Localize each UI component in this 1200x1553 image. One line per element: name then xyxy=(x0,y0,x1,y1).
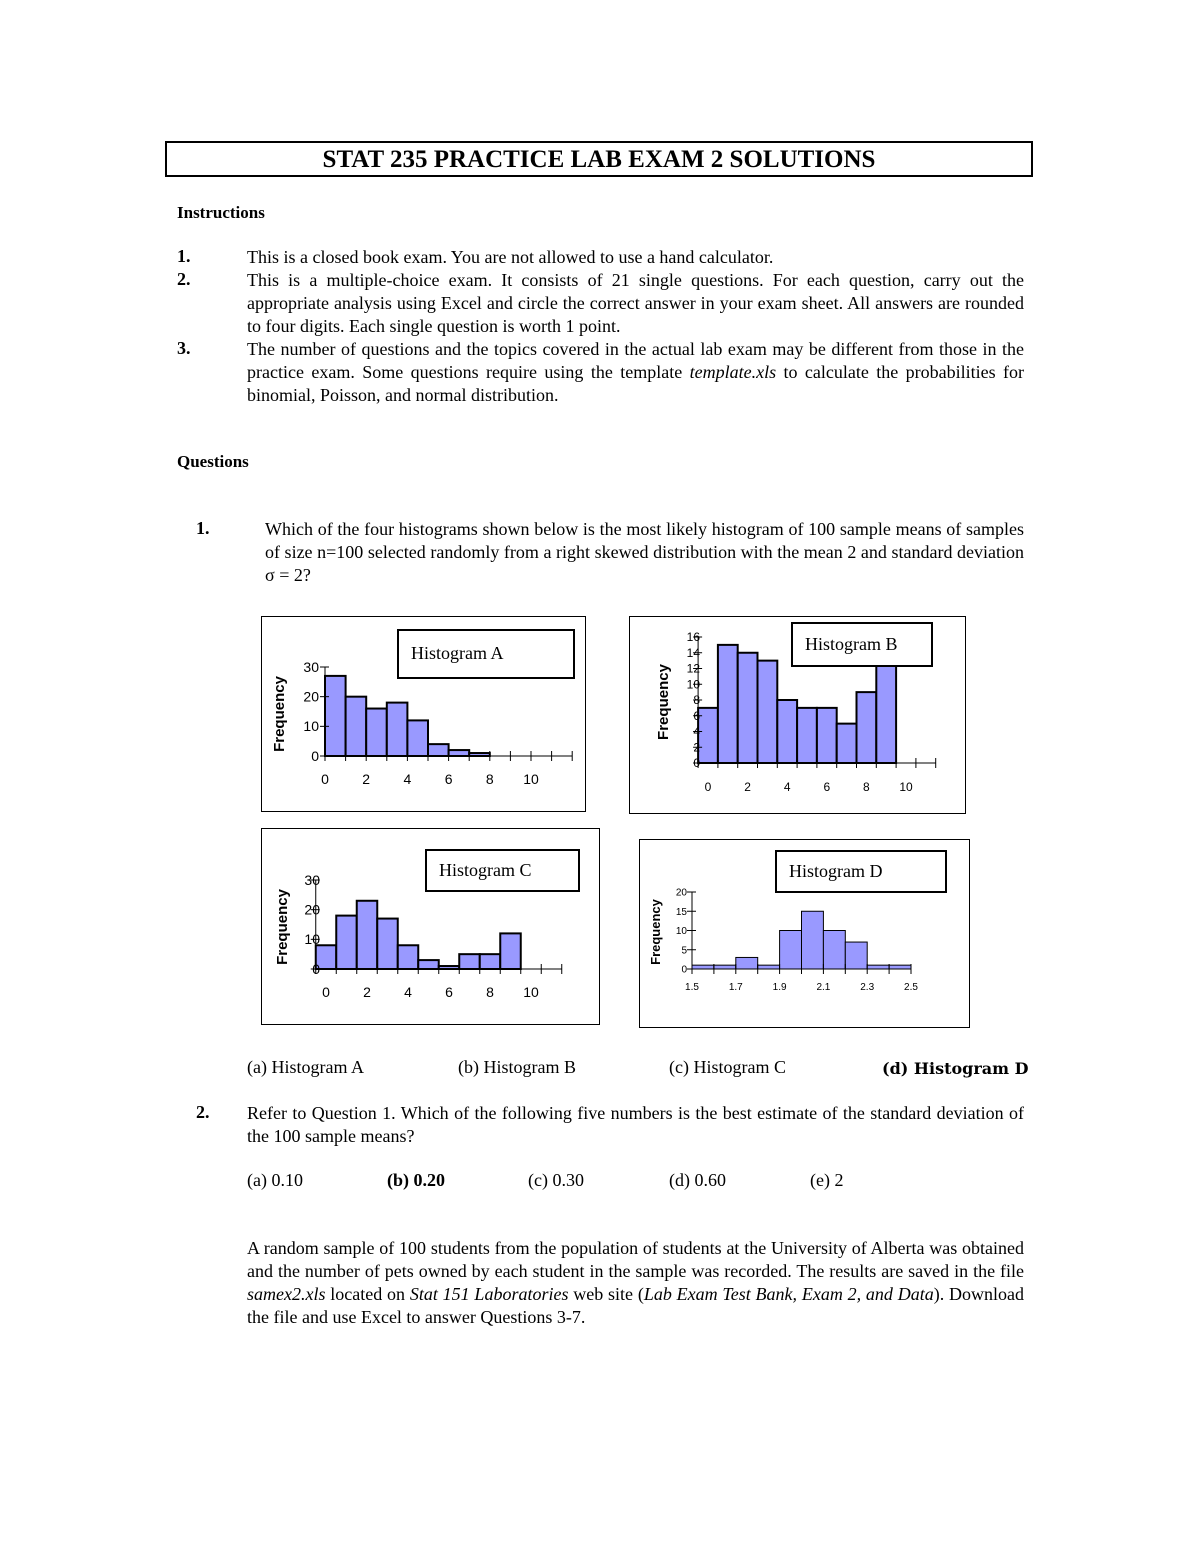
histogram-bar xyxy=(758,661,778,763)
y-tick-label: 20 xyxy=(303,688,319,705)
histogram-bar xyxy=(736,957,758,969)
y-tick-label: 0 xyxy=(311,747,319,764)
histogram-bar xyxy=(377,919,398,969)
website-path: Lab Exam Test Bank, Exam 2, and Data xyxy=(643,1284,934,1304)
y-tick-label: 0 xyxy=(693,756,700,771)
histogram-d-label: Histogram D xyxy=(775,850,947,893)
y-tick-label: 8 xyxy=(693,693,700,708)
q1-option-c[interactable]: (c) Histogram C xyxy=(669,1057,786,1077)
page-title: STAT 235 PRACTICE LAB EXAM 2 SOLUTIONS xyxy=(165,141,1033,177)
histogram-bar xyxy=(738,653,758,763)
histogram-a-label: Histogram A xyxy=(397,629,575,679)
q1-option-a[interactable]: (a) Histogram A xyxy=(247,1057,364,1077)
x-tick-label: 0 xyxy=(321,771,329,787)
y-tick-label: 14 xyxy=(686,645,700,660)
y-tick-label: 20 xyxy=(675,887,687,899)
histogram-bar xyxy=(823,931,845,970)
histogram-bar xyxy=(398,945,419,969)
histogram-bar xyxy=(500,933,521,969)
x-tick-label: 2 xyxy=(744,780,751,794)
histogram-bar xyxy=(758,965,780,969)
histogram-bar xyxy=(459,954,480,969)
histogram-bar xyxy=(407,720,428,756)
x-tick-label: 8 xyxy=(486,984,494,1000)
x-tick-label: 2.1 xyxy=(816,982,831,993)
x-tick-label: 6 xyxy=(445,984,453,1000)
x-tick-label: 10 xyxy=(523,771,539,787)
y-axis-label: Frequency xyxy=(648,899,663,965)
instruction-number: 2. xyxy=(177,269,191,289)
x-tick-label: 1.5 xyxy=(685,982,699,993)
x-tick-label: 2.5 xyxy=(904,982,918,993)
data-passage: A random sample of 100 students from the population of students at the University of Alberta was obtained and the number of pets owned by each student in the sample was recorded. The results are saved in the file samex2.xls located on Stat 151 Laboratories web site (Lab Exam Test Bank, Exam 2, and Data). Download the file and use Excel to answer Questions 3-7. xyxy=(247,1238,1024,1327)
y-tick-label: 10 xyxy=(686,677,700,692)
template-filename: template.xls xyxy=(689,362,777,382)
question-number: 2. xyxy=(196,1102,210,1122)
histogram-bar xyxy=(449,750,470,756)
y-tick-label: 10 xyxy=(304,931,320,948)
x-tick-label: 10 xyxy=(523,984,539,1000)
histogram-bar xyxy=(817,708,837,763)
instruction-text: This is a multiple-choice exam. It consists of 21 single questions. For each question, carry out the appropriate analysis using Excel and circle the correct answer in your exam sheet. All answers are rounded to four digits. Each single question is worth 1 point. xyxy=(247,270,1024,336)
histogram-bar xyxy=(325,676,346,756)
histogram-bar xyxy=(780,931,802,970)
y-axis-label: Frequency xyxy=(655,664,672,740)
x-tick-label: 1.9 xyxy=(772,982,787,993)
x-tick-label: 8 xyxy=(863,780,870,794)
histogram-b-panel xyxy=(629,616,966,814)
x-tick-label: 1.7 xyxy=(728,982,743,993)
y-tick-label: 0 xyxy=(681,964,687,976)
histogram-bar xyxy=(714,965,736,969)
y-tick-label: 16 xyxy=(686,630,700,645)
x-tick-label: 6 xyxy=(444,771,453,787)
q2-option-c[interactable]: (c) 0.30 xyxy=(528,1170,584,1190)
histogram-bar xyxy=(837,724,857,763)
histogram-bar xyxy=(845,942,867,969)
histogram-bar xyxy=(346,697,367,756)
x-tick-label: 0 xyxy=(704,780,712,794)
histogram-bar xyxy=(802,911,824,969)
instruction-number: 3. xyxy=(177,338,191,358)
histogram-bar xyxy=(889,965,911,969)
y-tick-label: 15 xyxy=(675,906,687,918)
instructions-heading: Instructions xyxy=(177,203,265,222)
question-number: 1. xyxy=(196,518,210,538)
instruction-text: This is a closed book exam. You are not allowed to use a hand calculator. xyxy=(247,247,774,267)
y-tick-label: 10 xyxy=(303,718,319,735)
q2-option-b-correct[interactable]: (b) 0.20 xyxy=(387,1170,445,1190)
histogram-bar xyxy=(336,916,357,969)
histogram-bar xyxy=(692,965,714,969)
histogram-bar xyxy=(387,703,408,756)
histogram-bar xyxy=(797,708,817,763)
histogram-bar xyxy=(867,965,889,969)
q1-option-d-correct[interactable]: (d) Histogram D xyxy=(882,1059,1029,1078)
x-tick-label: 6 xyxy=(823,780,831,794)
histogram-bar xyxy=(857,692,877,763)
histogram-bar xyxy=(428,744,449,756)
y-tick-label: 5 xyxy=(681,945,687,957)
histogram-bar xyxy=(418,960,439,969)
x-tick-label: 4 xyxy=(404,984,412,1000)
x-tick-label: 2 xyxy=(362,771,371,787)
histogram-c-panel xyxy=(261,828,600,1025)
y-tick-label: 0 xyxy=(312,960,320,977)
histogram-a-panel xyxy=(261,616,586,812)
x-tick-label: 2.3 xyxy=(860,982,875,993)
histogram-b-label: Histogram B xyxy=(791,622,933,667)
histogram-bar xyxy=(718,645,738,763)
x-tick-label: 2 xyxy=(363,984,371,1000)
y-tick-label: 30 xyxy=(303,658,319,675)
q2-option-e[interactable]: (e) 2 xyxy=(810,1170,844,1190)
y-tick-label: 20 xyxy=(304,901,320,918)
data-filename: samex2.xls xyxy=(247,1284,326,1304)
y-axis-label: Frequency xyxy=(271,676,288,752)
instruction-number: 1. xyxy=(177,246,191,266)
histogram-bar xyxy=(480,954,501,969)
question-text: Which of the four histograms shown below is the most likely histogram of 100 sample means of samples of size n=100 selected randomly from a right skewed distribution with the mean 2 and standard deviation σ = 2? xyxy=(265,519,1024,585)
x-tick-label: 8 xyxy=(485,771,494,787)
histogram-d-panel xyxy=(639,839,970,1028)
histogram-bar xyxy=(366,709,387,756)
x-tick-label: 0 xyxy=(322,984,330,1000)
y-axis-label: Frequency xyxy=(274,889,291,965)
y-tick-label: 30 xyxy=(304,871,320,888)
histogram-bar xyxy=(357,901,378,969)
website-name: Stat 151 Laboratories xyxy=(409,1284,569,1304)
q2-option-a[interactable]: (a) 0.10 xyxy=(247,1170,303,1190)
x-tick-label: 10 xyxy=(899,780,913,794)
y-tick-label: 6 xyxy=(693,708,700,723)
q2-option-d[interactable]: (d) 0.60 xyxy=(669,1170,726,1190)
question-text: Refer to Question 1. Which of the following five numbers is the best estimate of the standard deviation of the 100 sample means? xyxy=(247,1103,1024,1146)
y-tick-label: 2 xyxy=(693,740,700,755)
q1-option-b[interactable]: (b) Histogram B xyxy=(458,1057,576,1077)
y-tick-label: 4 xyxy=(693,724,700,739)
histogram-c-label: Histogram C xyxy=(425,849,580,892)
x-tick-label: 4 xyxy=(783,780,791,794)
y-tick-label: 10 xyxy=(675,926,687,937)
questions-heading: Questions xyxy=(177,452,249,471)
x-tick-label: 4 xyxy=(403,771,412,787)
instruction-text: The number of questions and the topics covered in the actual lab exam may be different from those in the practice exam. Some questions require using the template template.xls to calculate the probabilities for binomial, Poisson, and normal distribution. xyxy=(247,339,1024,405)
y-tick-label: 12 xyxy=(686,661,700,676)
histogram-bar xyxy=(777,700,797,763)
